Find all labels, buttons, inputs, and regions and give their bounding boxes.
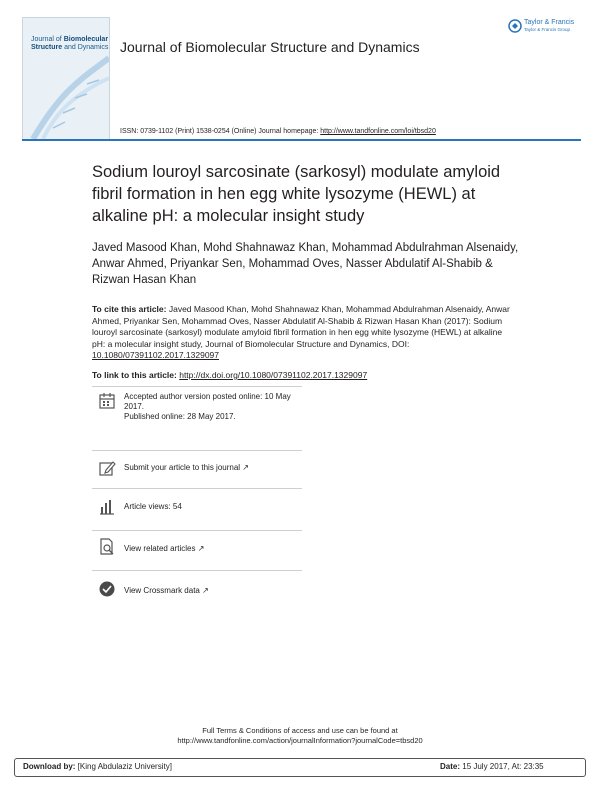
terms-line: Full Terms & Conditions of access and use can be found at [202,726,398,735]
journal-homepage-link[interactable]: http://www.tandfonline.com/loi/tbsd20 [320,128,436,135]
crossmark-icon [98,580,116,598]
issn-text: ISSN: 0739-1102 (Print) 1538-0254 (Online) Journal homepage: [120,128,321,135]
publisher-subname: Taylor & Francis Group [524,27,571,32]
article-views: Article views: 54 [124,502,182,511]
external-link-icon: ↗ [197,544,205,553]
citation-doi-link[interactable]: 10.1080/07391102.2017.1329097 [92,350,219,360]
article-authors: Javed Masood Khan, Mohd Shahnawaz Khan, Mohammad Abdulrahman Alsenaidy, Anwar Ahmed, Priyankar Sen, Mohammad Oves, Nasser Abdulatif Al-Shabib & Rizwan Hasan Khan [92,242,519,286]
crossmark-link[interactable]: View Crossmark data [124,586,200,595]
publisher-name: Taylor & Francis [524,19,575,26]
downloaded-by: Download by: [King Abdulaziz University] [23,762,172,771]
citation-label: To cite this article: [92,304,167,314]
article-title: Sodium louroyl sarcosinate (sarkosyl) modulate amyloid fibril formation in hen egg white lysozyme (HEWL) at alkaline pH: a molecular insight study [92,163,501,225]
submit-article-link[interactable]: Submit your article to this journal [124,463,241,472]
info-divider [92,488,302,489]
crossmark-row[interactable] [98,580,308,600]
header-divider [22,139,581,141]
journal-cover-thumbnail [22,17,110,140]
document-search-icon [98,538,116,556]
link-label: To link to this article: [92,370,180,380]
external-link-icon: ↗ [202,586,209,595]
publication-dates [98,392,308,424]
submit-article-row[interactable] [98,459,308,477]
info-divider [92,450,302,451]
info-divider [92,386,302,387]
download-info-bar [14,758,586,777]
calendar-icon [98,392,116,410]
article-views-row [98,498,308,516]
edit-icon [98,459,116,477]
info-divider [92,570,302,571]
terms-url[interactable]: http://www.tandfonline.com/action/journalInformation?journalCode=tbsd20 [177,736,423,745]
terms-notice [0,726,600,746]
article-doi-link[interactable]: http://dx.doi.org/10.1080/07391102.2017.1329097 [179,370,368,380]
accepted-date: Accepted author version posted online: 10 May 2017. [124,392,291,411]
download-date: Date: 15 July 2017, At: 23:35 [440,762,544,771]
citation-text: Javed Masood Khan, Mohd Shahnawaz Khan, Mohammad Abdulrahman Alsenaidy, Anwar Ahmed, Priyankar Sen, Mohammad Oves, Nasser Abdulatif Al-Shabib & Rizwan Hasan Khan (2017): Sodium louroyl sarcosinate (sarkosyl) modulate amyloid fibril formation in hen egg white lysozyme (HEWL) at alkaline pH: a molecular insight study, Journal of Biomolecular Structure and Dynamics, DOI: [92,304,510,349]
citation-block [92,304,512,362]
publisher-logo-icon [508,19,522,33]
published-date: Published online: 28 May 2017. [124,412,236,421]
related-articles-link[interactable]: View related articles [124,544,196,553]
cover-title: Journal of Biomolecular Structure and Dynamics [31,36,109,51]
publisher-logo[interactable] [508,15,586,41]
info-divider [92,530,302,531]
article-link-line [92,370,367,380]
bar-chart-icon [98,498,116,516]
issn-line [120,128,436,135]
external-link-icon: ↗ [242,463,249,472]
related-articles-row[interactable] [98,538,308,558]
journal-title[interactable]: Journal of Biomolecular Structure and Dynamics [120,39,420,55]
